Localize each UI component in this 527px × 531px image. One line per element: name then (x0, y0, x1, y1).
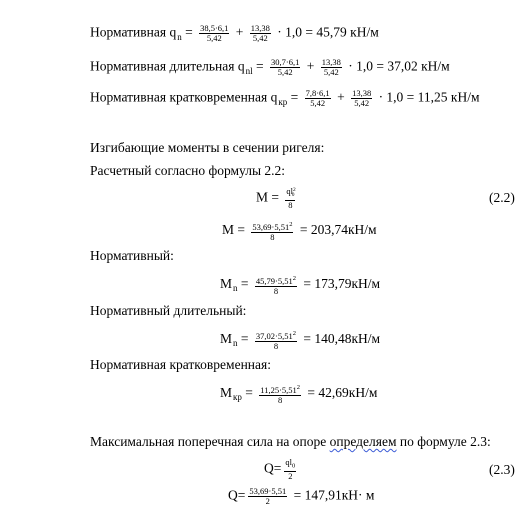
shear-calc: Q= $\frac{53,69\cdot 5,51}{2}$ = 147,91кН· м (228, 486, 375, 506)
equation-number-2-3: (2.3) (489, 462, 515, 477)
load-qkr-tail: · 1,0 = 11,25 кН/м (378, 89, 480, 105)
moments-normshort-label: Нормативная кратковременная: (90, 357, 271, 372)
formula-2-3: Q= $\frac{ql_0}{2}$ (264, 457, 296, 481)
moment-normlong-frac: $\frac{37,02\cdot 5,51^2}{8}$ (255, 330, 296, 351)
load-qkr-label: Нормативная кратковременная q (90, 89, 278, 105)
shear-heading: Максимальная поперечная сила на опоре определяем по формуле 2.3: (90, 434, 491, 449)
moments-normlong-label: Нормативный длительный: (90, 303, 247, 318)
load-qn-tail: · 1,0 = 45,79 кН/м (277, 24, 379, 40)
load-qnl-frac1: $\frac{30,7\cdot 6,1}{5,42}$ (271, 57, 300, 77)
formula-2-2-frac: $\frac{ql^2_0}{8}$ (286, 186, 296, 211)
moment-calc-lhs: M = (222, 222, 245, 238)
load-qkr-sub: кр (278, 96, 288, 107)
moments-heading: Изгибающие моменты в сечении ригеля: (90, 140, 325, 155)
formula-2-2 (256, 186, 298, 210)
load-qnl-label: Нормативная длительная q (90, 58, 245, 74)
moment-calc (222, 220, 377, 242)
load-qkr-frac1: $\frac{7,8\cdot 6,1}{5,42}$ (305, 88, 330, 108)
moment-norm-result: = 173,79кН/м (303, 276, 381, 292)
formula-2-3-frac: $\frac{ql_0}{2}$ (285, 457, 296, 481)
load-qn-label: Нормативная q (90, 24, 177, 40)
load-qkr-line: Нормативная кратковременная $q_{кр}$ = $\frac{7,8\cdot 6,1}{5,42}$ + $\frac{13,38}{5,42}$ · 1,0 = 11,25 кН/м (90, 88, 480, 108)
shear-calc-result: = 147,91кН· м (293, 487, 375, 503)
shear-calc-frac: $\frac{53,69\cdot 5,51}{2}$ (249, 486, 287, 506)
load-qnl-sub: nl (245, 65, 253, 76)
moment-norm: $M_n$ = $\frac{45,79\cdot 5,51^2}{8}$ = 173,79кН/м (220, 275, 381, 296)
moments-calc-label: Расчетный согласно формулы 2.2: (90, 163, 286, 178)
equation-number-2-2: (2.2) (489, 190, 515, 205)
moment-normshort-result: = 42,69кН/м (307, 385, 378, 401)
load-qn-line: Нормативная $q_n$ = $\frac{38,5\cdot 6,1}{5,42}$ + $\frac{13,38}{5,42}$ · 1,0 = 45,79 кН/м (90, 23, 379, 43)
load-qnl-frac2: $\frac{13,38}{5,42}$ (321, 57, 341, 77)
load-qn-frac1: $\frac{38,5\cdot 6,1}{5,42}$ (200, 23, 229, 43)
spellcheck-underlined-word: определяем (329, 434, 397, 449)
moment-normshort-frac: $\frac{11,25\cdot 5,51^2}{8}$ (260, 384, 301, 405)
load-qn-frac2: $\frac{13,38}{5,42}$ (250, 23, 270, 43)
moment-normlong-result: = 140,48кН/м (303, 331, 381, 347)
load-qnl-line: Нормативная длительная $q_{nl}$ = $\frac{30,7\cdot 6,1}{5,42}$ + $\frac{13,38}{5,42}$ · 1,0 = 37,02 кН/м (90, 57, 450, 77)
load-qkr-frac2: $\frac{13,38}{5,42}$ (352, 88, 372, 108)
load-qn-sub: n (177, 31, 182, 42)
moment-normshort: $M_{кр}$ = $\frac{11,25\cdot 5,51^2}{8}$ = 42,69кН/м (220, 384, 378, 405)
moment-normlong: $M_n$ = $\frac{37,02\cdot 5,51^2}{8}$ = 140,48кН/м (220, 330, 381, 351)
moment-calc-frac: $\frac{53,69\cdot 5,51^2}{8}$ (252, 221, 293, 242)
load-qnl-tail: · 1,0 = 37,02 кН/м (348, 58, 450, 74)
moments-norm-label: Нормативный: (90, 248, 174, 263)
formula-2-2-lhs: M = (256, 189, 279, 205)
moment-norm-frac: $\frac{45,79\cdot 5,51^2}{8}$ (255, 275, 296, 296)
moment-calc-result: = 203,74кН/м (299, 222, 377, 238)
